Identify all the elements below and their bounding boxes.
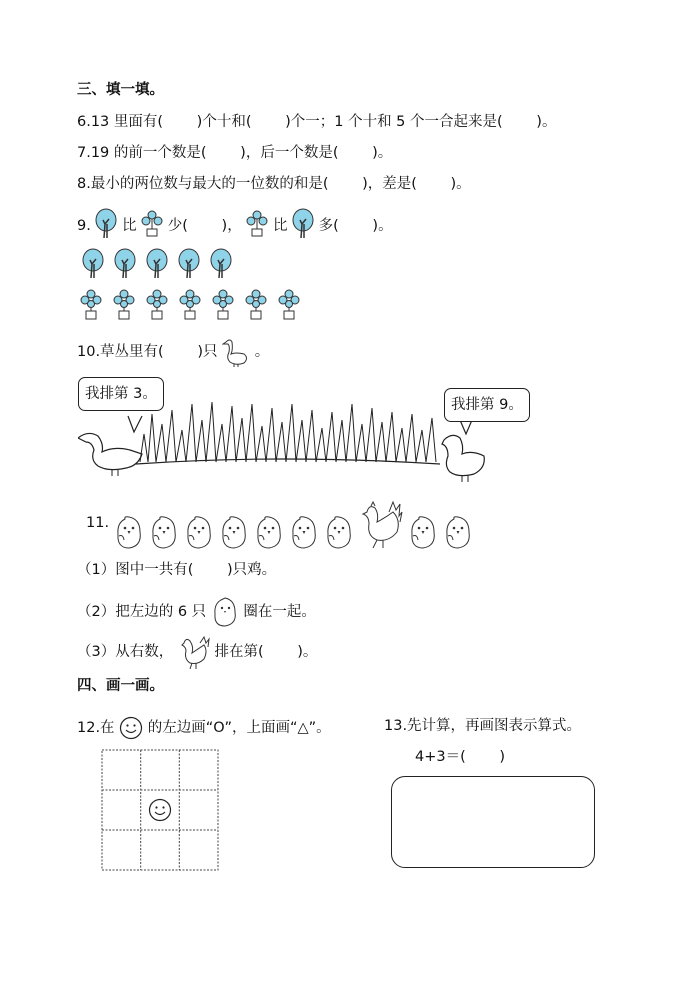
question-11-part-2-text-b: 圈在一起。: [243, 604, 316, 620]
tree-icon: [114, 248, 136, 278]
plant-row: [80, 288, 300, 320]
question-10: [77, 336, 269, 368]
chick-icon: [184, 514, 214, 550]
potted-plant-icon: [146, 288, 168, 320]
smiley-face-icon: [150, 800, 171, 821]
section-4-title: 四、画一画。: [77, 678, 164, 694]
question-12-text-a: 12.在: [77, 720, 115, 736]
question-11-part-1: （1）图中一共有( )只鸡。: [77, 562, 277, 578]
question-8: 8.最小的两位数与最大的一位数的和是( )，差是( )。: [77, 176, 471, 192]
tree-icon: [292, 208, 314, 244]
chick-icon: [211, 596, 239, 628]
smiley-face-icon: [119, 716, 143, 740]
rooster-icon: [178, 635, 210, 669]
question-7: 7.19 的前一个数是( )，后一个数是( )。: [77, 145, 393, 161]
chick-icon: [324, 514, 354, 550]
chick-icon: [443, 514, 473, 550]
potted-plant-icon: [246, 209, 268, 243]
drawing-answer-box[interactable]: [391, 776, 595, 868]
chick-row: [114, 500, 473, 550]
tree-icon: [210, 248, 232, 278]
chick-icon: [254, 514, 284, 550]
question-9: [77, 208, 393, 244]
tree-icon: [146, 248, 168, 278]
goose-icon: [222, 336, 250, 368]
question-11-part-3: [77, 635, 317, 669]
drawing-grid[interactable]: [101, 749, 221, 873]
potted-plant-icon: [245, 288, 267, 320]
question-9-text-1: 比: [122, 218, 137, 234]
question-11-part-2-text-a: （2）把左边的 6 只: [77, 604, 207, 620]
grass-and-geese-illustration: [78, 374, 488, 486]
equation: 4+3＝( ): [415, 749, 506, 765]
chick-icon: [149, 514, 179, 550]
chick-icon: [219, 514, 249, 550]
potted-plant-icon: [179, 288, 201, 320]
rooster-icon: [359, 500, 403, 550]
question-11-part-3-text-b: 排在第( )。: [214, 644, 318, 660]
chick-icon: [289, 514, 319, 550]
speech-bubble-left: 我排第 3。: [78, 377, 164, 411]
question-13: 13.先计算，再画图表示算式。: [384, 718, 582, 734]
question-9-text-4: 多( )。: [318, 218, 393, 234]
question-10-end: 。: [254, 344, 270, 360]
question-6: 6.13 里面有( )个十和( )个一；1 个十和 5 个一合起来是( )。: [77, 114, 557, 130]
question-10-text: 10.草丛里有( )只: [77, 344, 218, 360]
question-9-text-2: 少( )，: [167, 218, 242, 234]
question-11-number: 11.: [86, 515, 110, 531]
potted-plant-icon: [141, 209, 163, 243]
chick-icon: [114, 514, 144, 550]
question-9-text-3: 比: [272, 218, 288, 234]
potted-plant-icon: [212, 288, 234, 320]
tree-row: [82, 248, 232, 278]
potted-plant-icon: [278, 288, 300, 320]
chick-icon: [408, 514, 438, 550]
question-11-part-2: [77, 596, 316, 628]
tree-icon: [178, 248, 200, 278]
tree-icon: [82, 248, 104, 278]
section-3-title: 三、填一填。: [77, 82, 164, 98]
question-12-text-b: 的左边画“O”，上面画“△”。: [147, 720, 331, 736]
potted-plant-icon: [113, 288, 135, 320]
question-11-part-3-text-a: （3）从右数，: [77, 644, 174, 660]
tree-icon: [95, 208, 117, 244]
speech-bubble-right: 我排第 9。: [444, 388, 530, 422]
question-12: [77, 716, 331, 740]
potted-plant-icon: [80, 288, 102, 320]
question-9-number: 9.: [77, 218, 91, 234]
